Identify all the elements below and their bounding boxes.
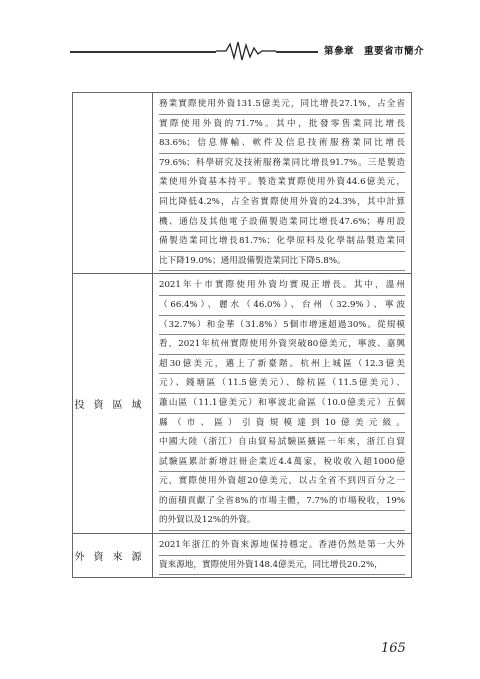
chapter-title: 第參章 重要省市簡介: [318, 43, 424, 57]
table-row: [73, 93, 412, 274]
row-content: [153, 93, 412, 274]
info-table: [72, 92, 412, 578]
text-line: 2021年十市實際使用外資均實現正增長。其中，溫州: [159, 276, 405, 296]
text-line: 元，實際使用外資超20億美元，以占全省不到四百分之一: [159, 472, 405, 492]
text-line: （32.7%）和金華（31.8%）5個市增速超過30%。從規模: [159, 316, 405, 336]
row-label: 投資區域: [73, 274, 153, 534]
text-line: 比下降19.0%；通用設備製造業同比下降5.8%。: [159, 252, 405, 272]
text-line: 看，2021年杭州實際使用外資突破80億美元，寧波、嘉興: [159, 335, 405, 355]
text-line: 的面積貢獻了全省8%的市場主體，7.7%的市場稅收，19%: [159, 492, 405, 512]
text-line: 83.6%；信息傳輸、軟件及信息技術服務業同比增長: [159, 134, 405, 154]
text-line: 超30億美元，邁上了新臺階。杭州上城區（12.3億美: [159, 355, 405, 375]
text-line: 縣（市、區）引資規模達到10億美元級。: [159, 414, 405, 434]
page-number: 165: [381, 641, 406, 656]
text-line: 蕭山區（11.1億美元）和寧波北侖區（10.0億美元）五個: [159, 394, 405, 414]
text-line: 機、通信及其他電子設備製造業同比增長47.6%；專用設: [159, 213, 405, 233]
text-line: 務業實際使用外資131.5億美元，同比增長27.1%，占全省: [159, 95, 405, 115]
text-line: 備製造業同比增長81.7%；化學原料及化學制品製造業同: [159, 232, 405, 252]
text-line: 2021年浙江的外資來源地保持穩定。香港仍然是第一大外: [159, 536, 405, 556]
row-content: [153, 274, 412, 534]
text-line: 資來源地，實際使用外資148.4億美元，同比增長20.2%，: [159, 556, 405, 576]
text-line: 試驗區累計新增註冊企業近4.4萬家，稅收收入超1000億: [159, 453, 405, 473]
heartbeat-wave-icon: [216, 40, 276, 62]
table-row: [73, 534, 412, 578]
text-line: 元）、錢塘區（11.5億美元）、餘杭區（11.5億美元）、: [159, 374, 405, 394]
page-header: [70, 40, 424, 62]
text-line: 的外貿以及12%的外資。: [159, 511, 405, 531]
row-label: 外資來源: [73, 534, 153, 578]
row-label: [73, 93, 153, 274]
row-content: [153, 534, 412, 578]
text-line: 中國大陸（浙江）自由貿易試驗區擴區一年來，浙江自貿: [159, 433, 405, 453]
text-line: 同比降低4.2%，占全省實際使用外資的24.3%，其中計算: [159, 193, 405, 213]
text-line: 實際使用外資的71.7%。其中，批發零售業同比增長: [159, 115, 405, 135]
text-line: 業使用外資基本持平。製造業實際使用外資44.6億美元，: [159, 173, 405, 193]
text-line: 79.6%；科學研究及技術服務業同比增長91.7%。三是製造: [159, 154, 405, 174]
text-line: （66.4%）、麗水（46.0%）、台州（32.9%）、寧波: [159, 296, 405, 316]
table-row: [73, 274, 412, 534]
